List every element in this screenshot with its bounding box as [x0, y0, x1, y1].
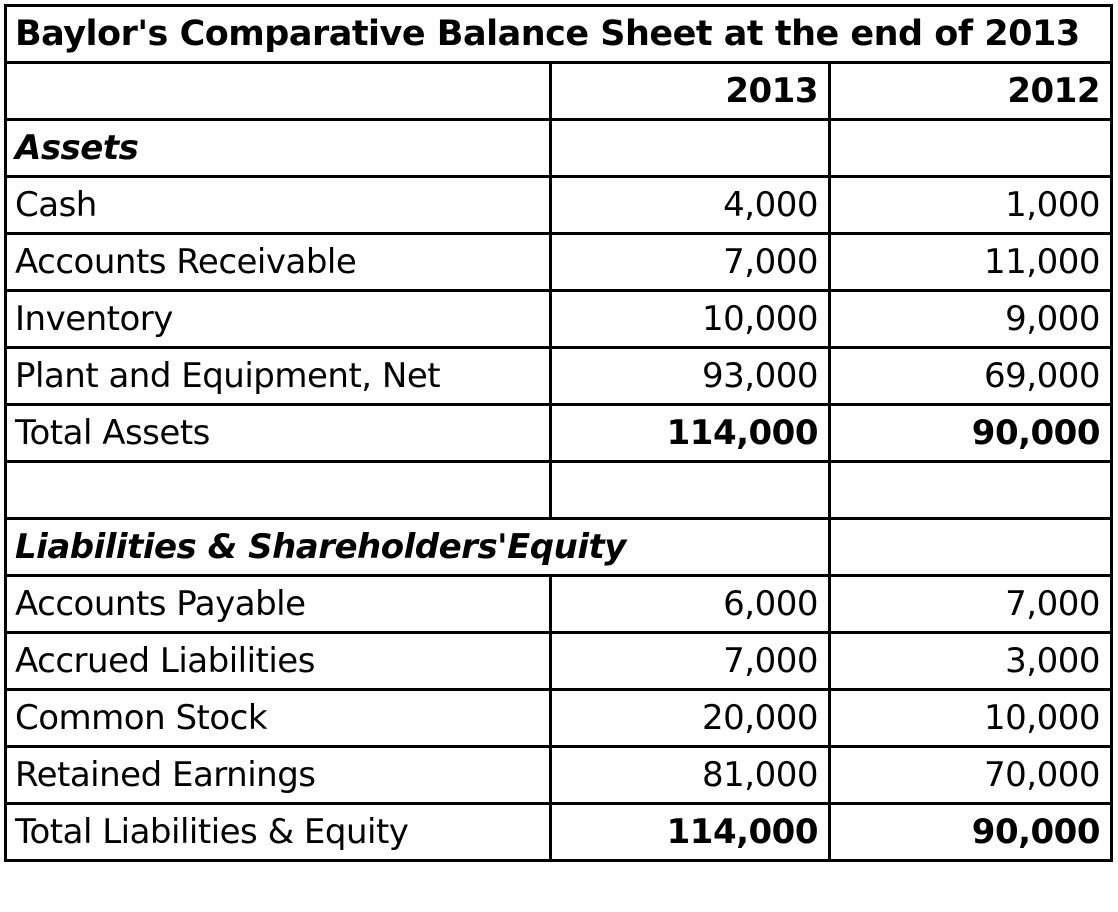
title-row [6, 6, 1112, 63]
liabilities-section-label: Liabilities & Shareholders'Equity [6, 519, 830, 576]
blank-header-cell [6, 63, 551, 120]
table-row [6, 633, 1112, 690]
total-liabilities-row [6, 804, 1112, 861]
total-assets-row [6, 405, 1112, 462]
value-2013: 20,000 [551, 690, 830, 747]
total-assets-2013: 114,000 [551, 405, 830, 462]
value-2012: 7,000 [830, 576, 1112, 633]
table-row [6, 177, 1112, 234]
table-row [6, 690, 1112, 747]
value-2012: 1,000 [830, 177, 1112, 234]
value-2013: 81,000 [551, 747, 830, 804]
year-2012-header: 2012 [830, 63, 1112, 120]
assets-section-row [6, 120, 1112, 177]
balance-sheet-table [4, 4, 1113, 862]
empty-cell [6, 462, 551, 519]
empty-cell [551, 462, 830, 519]
empty-cell [551, 120, 830, 177]
value-2013: 6,000 [551, 576, 830, 633]
empty-cell [830, 519, 1112, 576]
value-2013: 10,000 [551, 291, 830, 348]
table-row [6, 576, 1112, 633]
row-label: Plant and Equipment, Net [6, 348, 551, 405]
liabilities-section-row [6, 519, 1112, 576]
table-row [6, 747, 1112, 804]
value-2012: 10,000 [830, 690, 1112, 747]
row-label: Common Stock [6, 690, 551, 747]
assets-section-label: Assets [6, 120, 551, 177]
year-header-row [6, 63, 1112, 120]
row-label: Accounts Receivable [6, 234, 551, 291]
row-label: Cash [6, 177, 551, 234]
value-2012: 11,000 [830, 234, 1112, 291]
total-liabilities-label: Total Liabilities & Equity [6, 804, 551, 861]
row-label: Accrued Liabilities [6, 633, 551, 690]
table-row [6, 348, 1112, 405]
value-2013: 93,000 [551, 348, 830, 405]
sheet-title: Baylor's Comparative Balance Sheet at the end of 2013 [6, 6, 1112, 63]
value-2012: 9,000 [830, 291, 1112, 348]
spacer-row [6, 462, 1112, 519]
value-2012: 69,000 [830, 348, 1112, 405]
total-assets-2012: 90,000 [830, 405, 1112, 462]
empty-cell [830, 120, 1112, 177]
empty-cell [830, 462, 1112, 519]
table-row [6, 291, 1112, 348]
value-2013: 7,000 [551, 633, 830, 690]
row-label: Accounts Payable [6, 576, 551, 633]
total-liabilities-2012: 90,000 [830, 804, 1112, 861]
value-2012: 3,000 [830, 633, 1112, 690]
total-assets-label: Total Assets [6, 405, 551, 462]
value-2012: 70,000 [830, 747, 1112, 804]
total-liabilities-2013: 114,000 [551, 804, 830, 861]
value-2013: 4,000 [551, 177, 830, 234]
table-row [6, 234, 1112, 291]
year-2013-header: 2013 [551, 63, 830, 120]
value-2013: 7,000 [551, 234, 830, 291]
row-label: Inventory [6, 291, 551, 348]
row-label: Retained Earnings [6, 747, 551, 804]
